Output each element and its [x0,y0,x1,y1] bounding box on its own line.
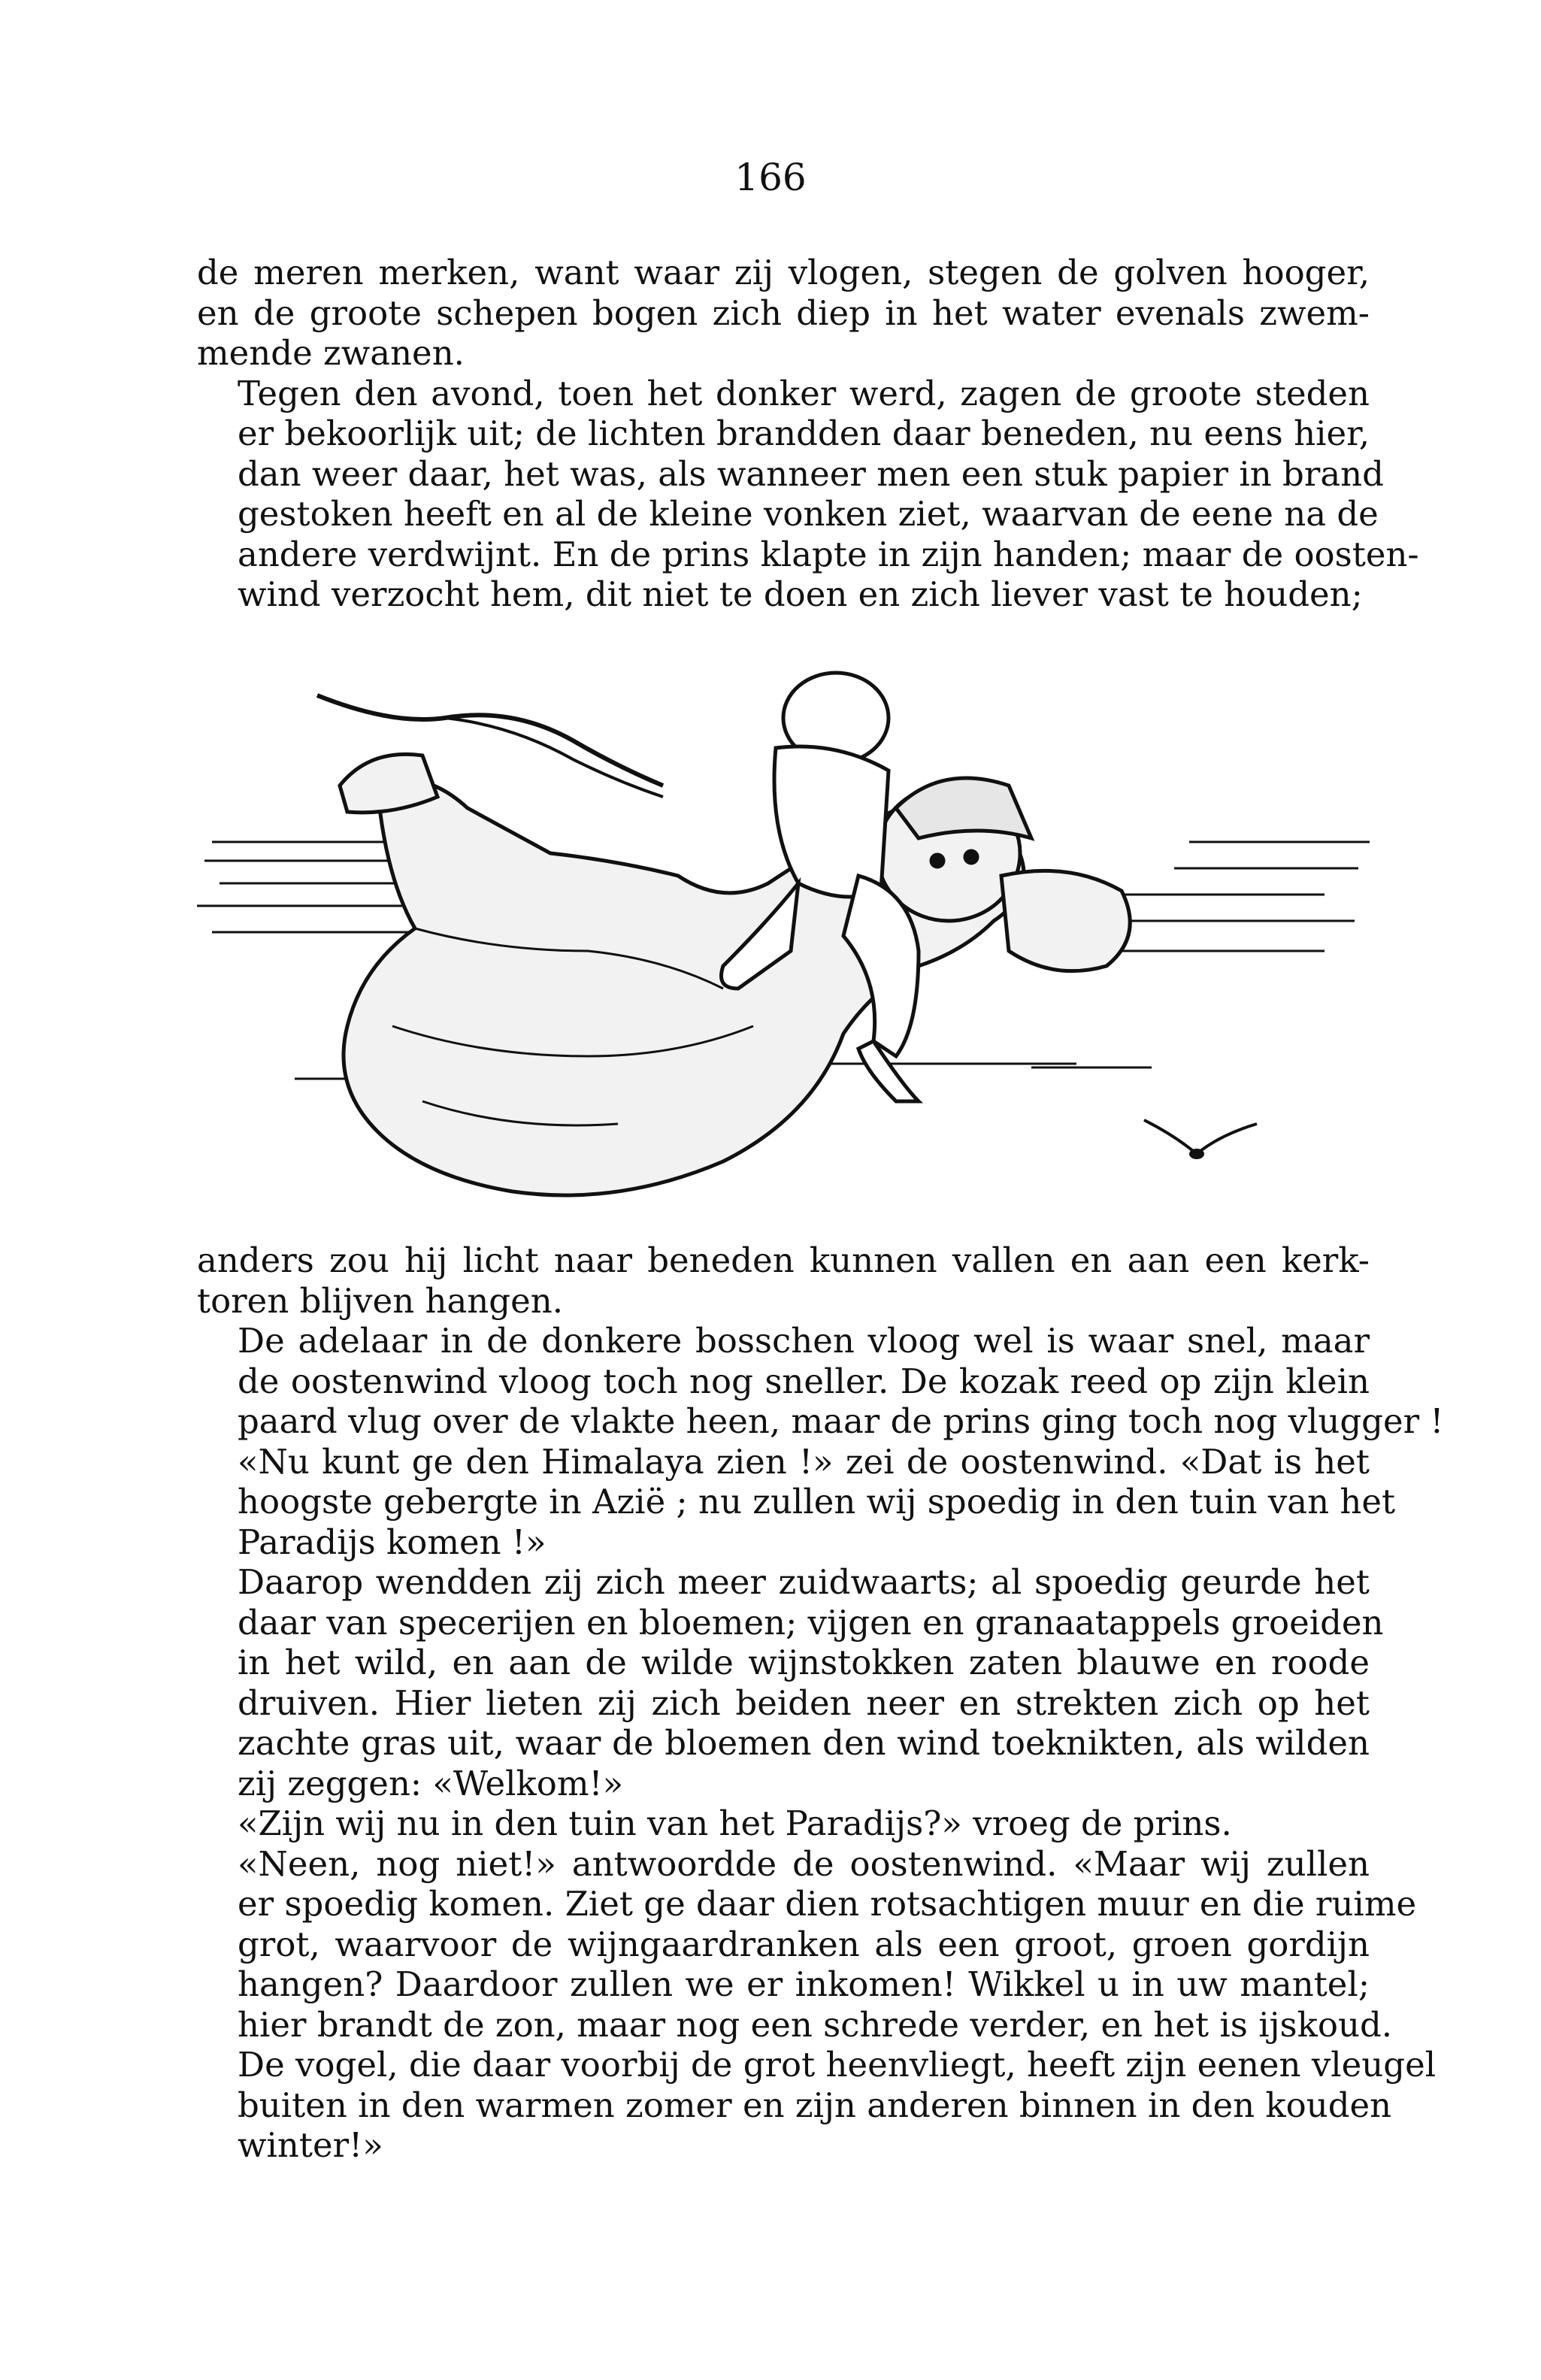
text-line: «Nu kunt ge den Himalaya zien !» zei de oostenwind. «Dat is het [238,1441,1370,1482]
text-line: hangen? Daardoor zullen we er inkomen! Wikkel u in uw mantel; [238,1964,1370,2004]
text-line: «Zijn wij nu in den tuin van het Paradijs?» vroeg de prins. [238,1803,1232,1843]
text-line: wind verzocht hem, dit niet te doen en zich liever vast te houden; [238,574,1363,614]
paragraph [197,1803,1370,1844]
text-line: hoogste gebergte in Azië ; nu zullen wij spoedig in den tuin van het [238,1482,1396,1522]
text-line: er spoedig komen. Ziet ge daar dien rotsachtigen muur en die ruime [238,1884,1417,1924]
text-line: De vogel, die daar voorbij de grot heenvliegt, heeft zijn eenen vleugel [238,2045,1437,2085]
paragraph [197,373,1419,615]
text-line: paard vlug over de vlakte heen, maar de prins ging toch nog vlugger ! [238,1401,1444,1441]
text-line: «Neen, nog niet!» antwoordde de oostenwind. «Maar wij zullen [238,1843,1370,1884]
text-line: zij zeggen: «Welkom!» [238,1763,624,1803]
text-line: mende zwanen. [197,333,465,373]
illustration [197,635,1370,1237]
paragraph [197,1321,1444,1442]
text-line: grot, waarvoor de wijngaardranken als een groot, groen gordijn [238,1924,1370,1964]
text-line: en de groote schepen bogen zich diep in het water evenals zwem- [197,292,1370,333]
text-line: buiten in den warmen zomer en zijn anderen binnen in den kouden [238,2085,1392,2125]
text-line: De adelaar in de donkere bosschen vloog wel is waar snel, maar [238,1321,1370,1361]
paragraph [197,1843,1437,2166]
text-line: daar van specerijen en bloemen; vijgen en granaatappels groeiden [238,1602,1384,1643]
paragraph [197,1240,1370,1321]
top-text-block [197,253,1419,615]
text-line: dan weer daar, het was, als wanneer men een stuk papier in brand [238,453,1384,494]
text-line: Tegen den avond, toen het donker werd, zagen de groote steden [238,373,1370,413]
text-line: Daarop wendden zij zich meer zuidwaarts; al spoedig geurde het [238,1562,1370,1602]
bird [1144,1120,1257,1154]
text-line: winter!» [238,2125,383,2165]
text-line: er bekoorlijk uit; de lichten brandden daar beneden, nu eens hier, [238,413,1370,453]
text-line: hier brandt de zon, maar nog een schrede verder, en het is ijskoud. [238,2004,1393,2045]
page-number: 166 [734,156,807,199]
text-line: anders zou hij licht naar beneden kunnen vallen en aan een kerk- [197,1240,1370,1280]
text-line: de meren merken, want waar zij vlogen, stegen de golven hooger, [197,253,1370,292]
text-line: zachte gras uit, waar de bloemen den wind toeknikten, als wilden [238,1723,1370,1763]
text-line: in het wild, en aan de wilde wijnstokken zaten blauwe en roode [238,1643,1370,1682]
text-line: druiven. Hier lieten zij zich beiden neer en strekten zich op het [238,1682,1370,1723]
text-line: toren blijven hangen. [197,1280,564,1321]
text-line: andere verdwijnt. En de prins klapte in zijn handen; maar de oosten- [238,534,1419,574]
bottom-text-block [197,1240,1444,2166]
paragraph [197,253,1370,374]
text-line: Paradijs komen !» [238,1522,546,1562]
text-line: de oostenwind vloog toch nog sneller. De kozak reed op zijn klein [238,1361,1370,1401]
paragraph [197,1562,1384,1803]
text-line: gestoken heeft en al de kleine vonken ziet, waarvan de eene na de [238,494,1379,534]
paragraph [197,1441,1396,1563]
